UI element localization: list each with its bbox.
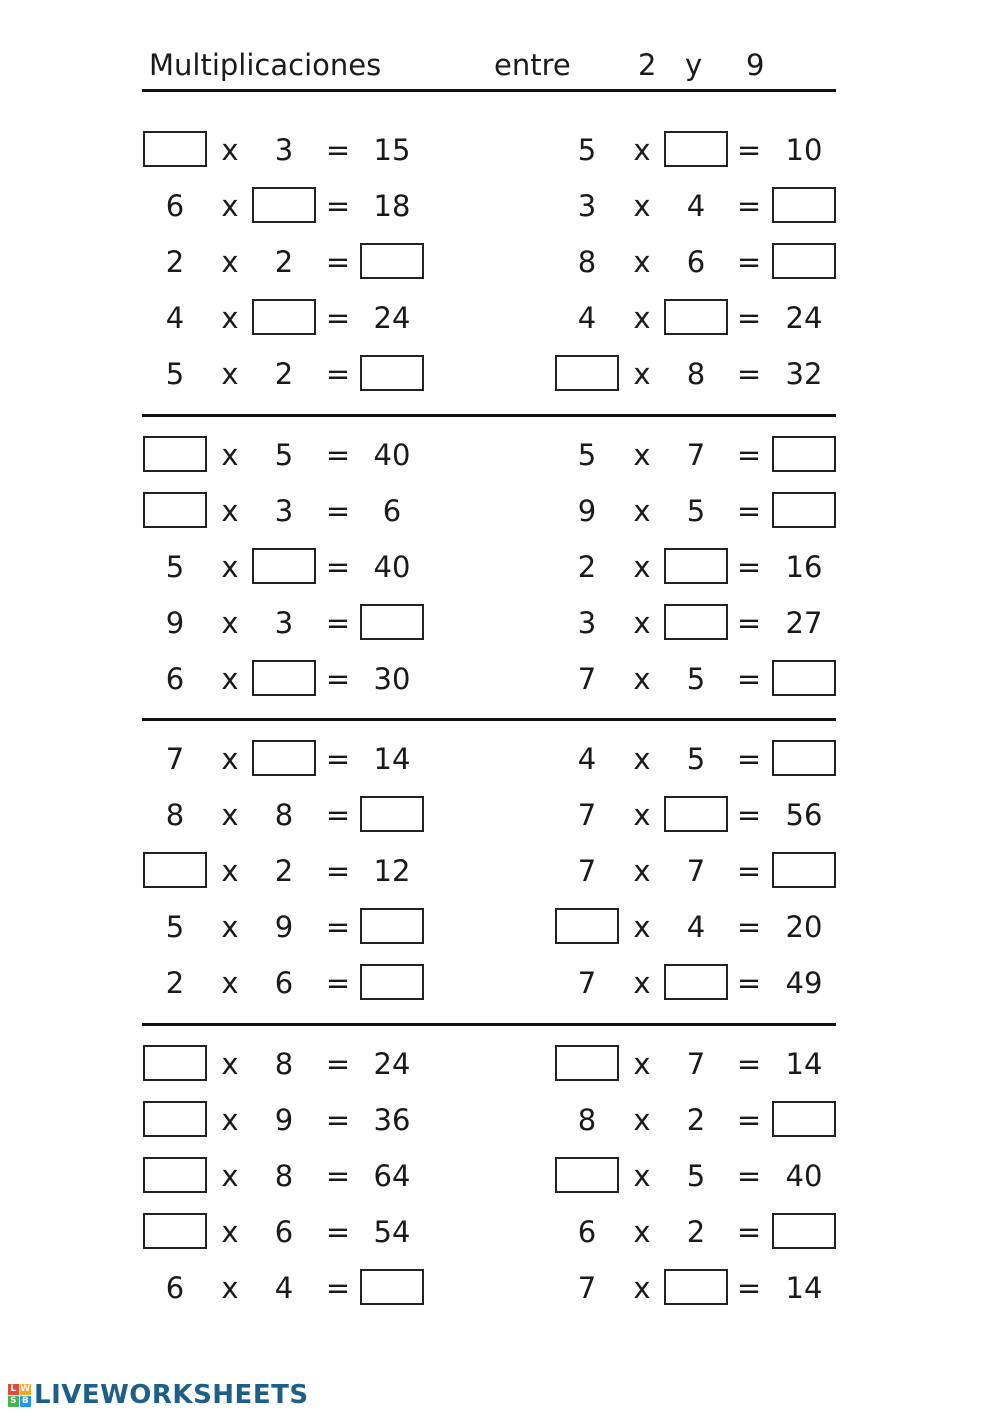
problem-right [0, 1044, 1000, 1084]
answer-input[interactable] [555, 1045, 619, 1081]
equals-sign: = [736, 742, 762, 776]
equals-sign: = [325, 189, 351, 223]
operand-a: 9 [165, 606, 185, 640]
problem-right [0, 298, 1000, 338]
answer-input[interactable] [664, 604, 728, 640]
equals-sign: = [736, 301, 762, 335]
operand-b: 7 [686, 438, 706, 472]
multiply-sign: x [633, 1047, 651, 1081]
operand-a: 3 [577, 606, 597, 640]
result: 18 [373, 189, 411, 223]
multiply-sign: x [633, 189, 651, 223]
result: 24 [785, 301, 823, 335]
operand-a: 7 [577, 798, 597, 832]
multiply-sign: x [221, 662, 239, 696]
header-num-a: 2 [638, 48, 657, 82]
problem-right [0, 795, 1000, 835]
answer-input[interactable] [772, 1101, 836, 1137]
operand-a: 5 [577, 133, 597, 167]
operand-b: 2 [686, 1215, 706, 1249]
equals-sign: = [736, 1103, 762, 1137]
header-divider [142, 89, 836, 92]
multiply-sign: x [633, 1159, 651, 1193]
multiply-sign: x [633, 1215, 651, 1249]
logo-letter: S [8, 1396, 19, 1407]
multiply-sign: x [633, 606, 651, 640]
operand-a: 2 [165, 245, 185, 279]
equals-sign: = [736, 798, 762, 832]
result: 49 [785, 966, 823, 1000]
operand-a: 6 [165, 189, 185, 223]
equals-sign: = [736, 1159, 762, 1193]
multiply-sign: x [221, 606, 239, 640]
operand-b: 2 [686, 1103, 706, 1137]
result: 30 [373, 662, 411, 696]
operand-b: 5 [274, 438, 294, 472]
multiply-sign: x [221, 550, 239, 584]
multiply-sign: x [633, 798, 651, 832]
header-num-b: 9 [746, 48, 765, 82]
multiply-sign: x [633, 357, 651, 391]
equals-sign: = [736, 189, 762, 223]
equals-sign: = [736, 494, 762, 528]
answer-input[interactable] [772, 187, 836, 223]
multiply-sign: x [221, 798, 239, 832]
equals-sign: = [325, 1271, 351, 1305]
operand-a: 6 [165, 662, 185, 696]
equals-sign: = [325, 1215, 351, 1249]
problem-right [0, 242, 1000, 282]
equals-sign: = [325, 910, 351, 944]
multiply-sign: x [221, 742, 239, 776]
operand-a: 2 [165, 966, 185, 1000]
multiply-sign: x [221, 1159, 239, 1193]
operand-a: 4 [577, 301, 597, 335]
operand-b: 8 [686, 357, 706, 391]
multiply-sign: x [221, 966, 239, 1000]
problem-right [0, 659, 1000, 699]
header-title: Multiplicaciones [149, 48, 382, 82]
result: 64 [373, 1159, 411, 1193]
equals-sign: = [325, 550, 351, 584]
equals-sign: = [736, 606, 762, 640]
result: 32 [785, 357, 823, 391]
operand-b: 7 [686, 854, 706, 888]
multiply-sign: x [221, 1103, 239, 1137]
problem-right [0, 1212, 1000, 1252]
problem-right [0, 186, 1000, 226]
operand-b: 8 [274, 1159, 294, 1193]
operand-b: 9 [274, 1103, 294, 1137]
header-word-entre: entre [494, 48, 571, 82]
answer-input[interactable] [664, 964, 728, 1000]
operand-a: 3 [577, 189, 597, 223]
equals-sign: = [736, 910, 762, 944]
section-divider [142, 414, 836, 417]
result: 27 [785, 606, 823, 640]
equals-sign: = [736, 662, 762, 696]
operand-a: 7 [577, 1271, 597, 1305]
result: 15 [373, 133, 411, 167]
answer-input[interactable] [664, 548, 728, 584]
operand-b: 5 [686, 494, 706, 528]
result: 14 [785, 1271, 823, 1305]
equals-sign: = [325, 494, 351, 528]
operand-a: 7 [165, 742, 185, 776]
operand-b: 3 [274, 606, 294, 640]
answer-input[interactable] [664, 131, 728, 167]
operand-a: 7 [577, 854, 597, 888]
answer-input[interactable] [772, 1213, 836, 1249]
answer-input[interactable] [555, 908, 619, 944]
answer-input[interactable] [772, 243, 836, 279]
equals-sign: = [325, 854, 351, 888]
operand-b: 4 [274, 1271, 294, 1305]
problem-right [0, 963, 1000, 1003]
problem-right [0, 547, 1000, 587]
multiply-sign: x [633, 1271, 651, 1305]
multiply-sign: x [221, 494, 239, 528]
brand-name: LIVEWORKSHEETS [34, 1380, 309, 1410]
equals-sign: = [325, 606, 351, 640]
problem-right [0, 907, 1000, 947]
logo-letter: B [21, 1395, 30, 1406]
answer-input[interactable] [664, 299, 728, 335]
equals-sign: = [325, 301, 351, 335]
equals-sign: = [736, 1271, 762, 1305]
equals-sign: = [325, 662, 351, 696]
equals-sign: = [736, 966, 762, 1000]
problem-right [0, 1268, 1000, 1308]
answer-input[interactable] [772, 852, 836, 888]
answer-input[interactable] [772, 740, 836, 776]
problem-right [0, 354, 1000, 394]
result: 40 [373, 550, 411, 584]
operand-b: 8 [274, 1047, 294, 1081]
multiply-sign: x [221, 910, 239, 944]
problem-right [0, 491, 1000, 531]
operand-a: 4 [165, 301, 185, 335]
multiply-sign: x [221, 133, 239, 167]
answer-input[interactable] [772, 660, 836, 696]
multiply-sign: x [221, 1215, 239, 1249]
operand-a: 5 [165, 357, 185, 391]
equals-sign: = [736, 133, 762, 167]
multiply-sign: x [633, 245, 651, 279]
operand-b: 3 [274, 494, 294, 528]
operand-a: 6 [577, 1215, 597, 1249]
problem-right [0, 435, 1000, 475]
equals-sign: = [325, 798, 351, 832]
section-divider [142, 1023, 836, 1026]
equals-sign: = [736, 245, 762, 279]
equals-sign: = [325, 1047, 351, 1081]
equals-sign: = [325, 1159, 351, 1193]
equals-sign: = [736, 357, 762, 391]
equals-sign: = [325, 966, 351, 1000]
multiply-sign: x [633, 662, 651, 696]
answer-input[interactable] [664, 1269, 728, 1305]
operand-a: 5 [165, 910, 185, 944]
operand-b: 6 [274, 966, 294, 1000]
multiply-sign: x [633, 301, 651, 335]
result: 6 [382, 494, 402, 528]
equals-sign: = [325, 357, 351, 391]
worksheet-header [0, 48, 1000, 88]
answer-input[interactable] [664, 796, 728, 832]
result: 56 [785, 798, 823, 832]
answer-input[interactable] [772, 492, 836, 528]
operand-a: 7 [577, 966, 597, 1000]
result: 24 [373, 301, 411, 335]
equals-sign: = [736, 1215, 762, 1249]
liveworksheets-logo-icon [8, 1384, 31, 1407]
operand-b: 9 [274, 910, 294, 944]
answer-input[interactable] [555, 1157, 619, 1193]
result: 40 [373, 438, 411, 472]
logo-letter: L [8, 1384, 19, 1395]
problem-right [0, 1100, 1000, 1140]
multiply-sign: x [221, 1047, 239, 1081]
multiply-sign: x [221, 438, 239, 472]
problem-right [0, 739, 1000, 779]
operand-a: 5 [165, 550, 185, 584]
result: 54 [373, 1215, 411, 1249]
multiply-sign: x [221, 189, 239, 223]
result: 14 [373, 742, 411, 776]
problem-right [0, 851, 1000, 891]
equals-sign: = [736, 438, 762, 472]
equals-sign: = [325, 1103, 351, 1137]
answer-input[interactable] [555, 355, 619, 391]
equals-sign: = [736, 550, 762, 584]
multiply-sign: x [221, 854, 239, 888]
operand-a: 2 [577, 550, 597, 584]
equals-sign: = [325, 245, 351, 279]
logo-letter: W [20, 1383, 31, 1394]
operand-a: 9 [577, 494, 597, 528]
operand-b: 6 [686, 245, 706, 279]
multiply-sign: x [221, 1271, 239, 1305]
result: 16 [785, 550, 823, 584]
operand-a: 5 [577, 438, 597, 472]
operand-b: 5 [686, 662, 706, 696]
multiply-sign: x [633, 1103, 651, 1137]
liveworksheets-footer [8, 1380, 309, 1410]
result: 10 [785, 133, 823, 167]
operand-b: 6 [274, 1215, 294, 1249]
operand-b: 3 [274, 133, 294, 167]
result: 24 [373, 1047, 411, 1081]
result: 36 [373, 1103, 411, 1137]
result: 14 [785, 1047, 823, 1081]
operand-a: 4 [577, 742, 597, 776]
operand-b: 8 [274, 798, 294, 832]
section-divider [142, 718, 836, 721]
multiply-sign: x [221, 301, 239, 335]
result: 12 [373, 854, 411, 888]
answer-input[interactable] [772, 436, 836, 472]
problem-right [0, 130, 1000, 170]
multiply-sign: x [633, 550, 651, 584]
operand-b: 2 [274, 245, 294, 279]
operand-a: 8 [577, 1103, 597, 1137]
operand-b: 5 [686, 1159, 706, 1193]
operand-a: 7 [577, 662, 597, 696]
operand-b: 2 [274, 357, 294, 391]
operand-b: 4 [686, 189, 706, 223]
header-word-y: y [685, 48, 703, 82]
multiply-sign: x [221, 357, 239, 391]
result: 40 [785, 1159, 823, 1193]
equals-sign: = [325, 133, 351, 167]
equals-sign: = [325, 742, 351, 776]
multiply-sign: x [633, 133, 651, 167]
operand-a: 6 [165, 1271, 185, 1305]
result: 20 [785, 910, 823, 944]
equals-sign: = [736, 1047, 762, 1081]
multiply-sign: x [633, 910, 651, 944]
operand-b: 5 [686, 742, 706, 776]
operand-b: 2 [274, 854, 294, 888]
multiply-sign: x [633, 966, 651, 1000]
multiply-sign: x [221, 245, 239, 279]
multiply-sign: x [633, 438, 651, 472]
multiply-sign: x [633, 854, 651, 888]
operand-a: 8 [165, 798, 185, 832]
problem-right [0, 1156, 1000, 1196]
multiply-sign: x [633, 742, 651, 776]
operand-a: 8 [577, 245, 597, 279]
operand-b: 7 [686, 1047, 706, 1081]
operand-b: 4 [686, 910, 706, 944]
multiply-sign: x [633, 494, 651, 528]
equals-sign: = [325, 438, 351, 472]
problem-right [0, 603, 1000, 643]
equals-sign: = [736, 854, 762, 888]
